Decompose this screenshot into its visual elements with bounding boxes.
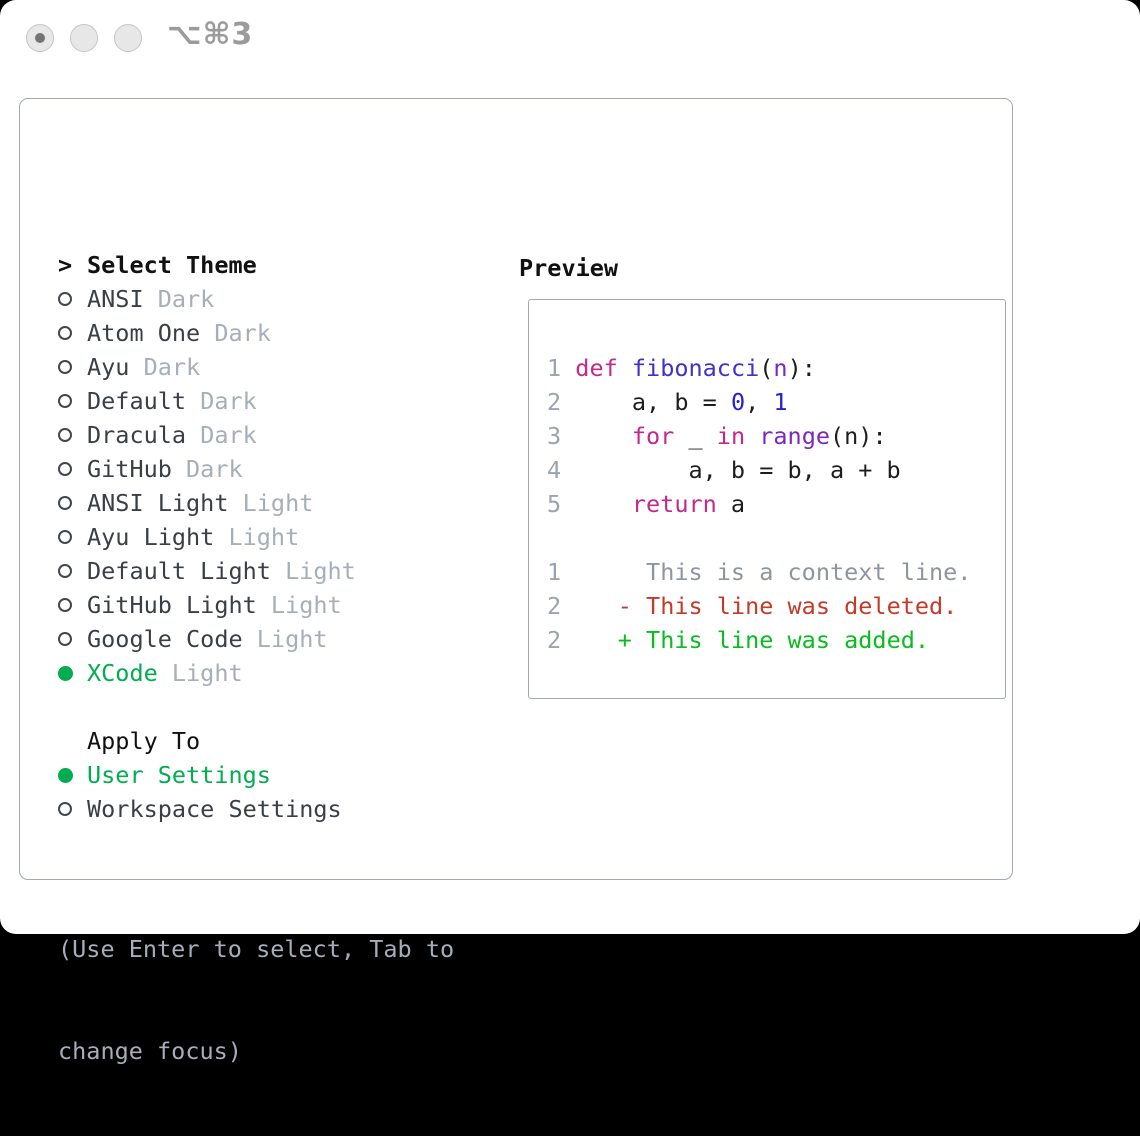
theme-variant-badge: Light	[285, 557, 356, 585]
traffic-light-close-icon[interactable]	[26, 24, 54, 52]
radio-unselected-icon	[58, 326, 72, 340]
theme-list-title: Select Theme	[87, 251, 257, 279]
diff-added-line: 2 + This line was added.	[547, 626, 930, 654]
traffic-light-minimize-icon[interactable]	[70, 24, 98, 52]
theme-name: Google Code	[87, 625, 243, 653]
radio-unselected-icon	[58, 632, 72, 646]
traffic-light-zoom-icon[interactable]	[114, 24, 142, 52]
theme-item-ayu-dark[interactable]	[58, 350, 356, 384]
theme-variant-badge: Light	[270, 591, 342, 619]
diff-deleted-line: 2 - This line was deleted.	[547, 592, 958, 620]
apply-to-title: Apply To	[87, 727, 201, 755]
theme-item-github-dark[interactable]	[58, 452, 356, 486]
apply-to-group	[58, 724, 342, 826]
theme-name: Dracula	[87, 421, 187, 449]
code-line: 1 def fibonacci(n):	[547, 354, 816, 382]
theme-name: Ayu Light	[87, 523, 215, 551]
radio-selected-icon	[58, 768, 73, 783]
theme-variant-badge: Light	[242, 489, 314, 517]
radio-unselected-icon	[58, 564, 72, 578]
theme-name: GitHub	[87, 455, 172, 483]
theme-variant-badge: Dark	[157, 285, 215, 313]
theme-item-default-dark[interactable]	[58, 384, 356, 418]
theme-variant-badge: Light	[171, 659, 243, 687]
theme-variant-badge: Dark	[214, 319, 271, 347]
theme-picker-panel	[19, 98, 1013, 1065]
code-line: 4 a, b = b, a + b	[547, 456, 901, 484]
theme-variant-badge: Light	[228, 523, 300, 551]
theme-name: XCode	[87, 659, 158, 687]
apply-option-user-settings[interactable]	[58, 758, 342, 792]
radio-unselected-icon	[58, 360, 72, 374]
apply-option-label: Workspace Settings	[87, 795, 342, 823]
apply-option-workspace-settings[interactable]	[58, 792, 342, 826]
theme-item-ansi-light[interactable]	[58, 486, 356, 520]
window-shortcut-label: ⌥⌘3	[167, 17, 254, 52]
theme-variant-badge: Dark	[143, 353, 201, 381]
radio-unselected-icon	[58, 292, 72, 306]
theme-name: Ayu	[87, 353, 130, 381]
titlebar	[0, 0, 1140, 70]
help-line: (Use Enter to select, Tab to	[58, 935, 455, 963]
code-line: 3 for _ in range(n):	[547, 422, 887, 450]
theme-item-atom-one-dark[interactable]	[58, 316, 356, 350]
theme-variant-badge: Light	[256, 625, 328, 653]
theme-name: ANSI Light	[87, 489, 229, 517]
radio-unselected-icon	[58, 394, 72, 408]
theme-name: Default	[87, 387, 187, 415]
theme-item-google-code-light[interactable]	[58, 622, 356, 656]
theme-item-xcode-light[interactable]	[58, 656, 356, 690]
diff-context-line: 1 This is a context line.	[547, 558, 972, 586]
apply-to-header	[58, 724, 342, 758]
theme-name: Atom One	[87, 319, 201, 347]
theme-variant-badge: Dark	[186, 455, 243, 483]
theme-item-dracula-dark[interactable]	[58, 418, 356, 452]
radio-unselected-icon	[58, 462, 72, 476]
code-preview	[547, 351, 971, 657]
code-line: 5 return a	[547, 490, 746, 518]
theme-variant-badge: Dark	[200, 387, 257, 415]
theme-name: GitHub Light	[87, 591, 257, 619]
theme-name: Default Light	[87, 557, 271, 585]
preview-title: Preview	[519, 254, 619, 282]
theme-list	[58, 248, 356, 690]
theme-item-ansi-dark[interactable]	[58, 282, 356, 316]
radio-unselected-icon	[58, 496, 72, 510]
theme-list-header	[58, 248, 356, 282]
radio-unselected-icon	[58, 428, 72, 442]
radio-unselected-icon	[58, 598, 72, 612]
help-line: change focus)	[58, 1037, 242, 1065]
theme-variant-badge: Dark	[200, 421, 257, 449]
theme-item-ayu-light[interactable]	[58, 520, 356, 554]
code-line: 2 a, b = 0, 1	[547, 388, 788, 416]
theme-item-github-light[interactable]	[58, 588, 356, 622]
theme-name: ANSI	[87, 285, 144, 313]
radio-unselected-icon	[58, 530, 72, 544]
code-blank-line	[547, 521, 971, 555]
prompt-chevron-icon: >	[58, 251, 73, 279]
traffic-light-dot	[35, 33, 45, 43]
preview-box	[528, 299, 1006, 699]
radio-selected-icon	[58, 666, 73, 681]
radio-unselected-icon	[58, 802, 72, 816]
apply-option-label: User Settings	[87, 761, 271, 789]
help-text	[58, 864, 454, 1136]
theme-item-default-light[interactable]	[58, 554, 356, 588]
